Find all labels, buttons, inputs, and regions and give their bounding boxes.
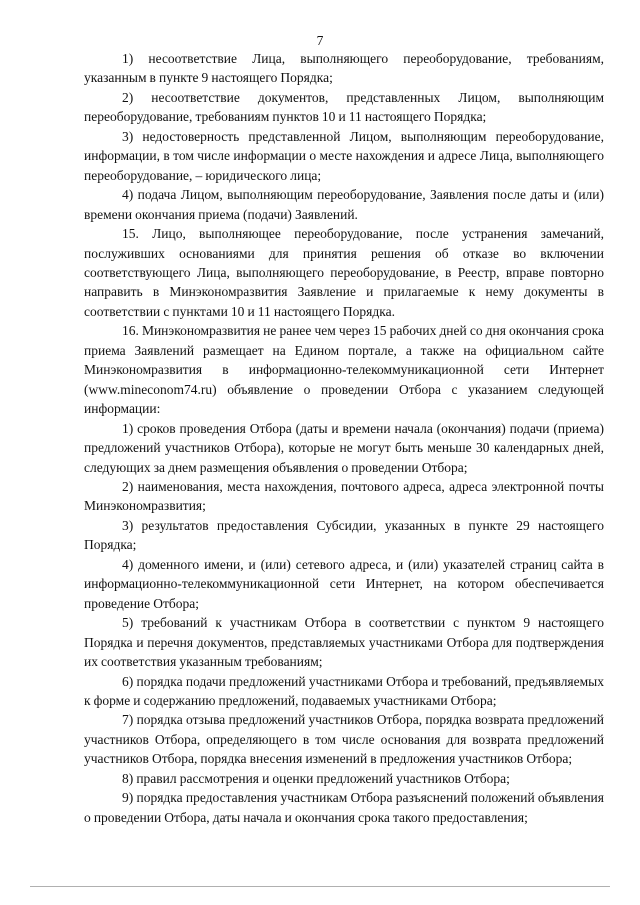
paragraph: 3) недостоверность представленной Лицом, выполняющим переоборудование, информации, в том числе информации о месте нахождения и адресе Лица, выполняющего переоборудование, – юридического лица;: [84, 128, 604, 183]
paragraph: 4) доменного имени, и (или) сетевого адреса, и (или) указателей страниц сайта в информационно-телекоммуникационной сети Интернет, на котором обеспечивается проведение Отбора;: [84, 556, 604, 611]
paragraph: 9) порядка предоставления участникам Отбора разъяснений положений объявления о проведении Отбора, даты начала и окончания срока такого предоставления;: [84, 790, 604, 825]
paragraph: 4) подача Лицом, выполняющим переоборудование, Заявления после даты и (или) времени окончания приема (подачи) Заявлений.: [84, 187, 604, 222]
paragraph: 8) правил рассмотрения и оценки предложений участников Отбора;: [122, 770, 510, 786]
document-body: [84, 49, 604, 827]
paragraph: 6) порядка подачи предложений участниками Отбора и требований, предъявляемых к форме и содержанию предложений, подаваемых участниками Отбора;: [84, 673, 604, 708]
page-bottom-rule: [30, 886, 610, 887]
paragraph: 2) несоответствие документов, представленных Лицом, выполняющим переоборудование, требованиям пунктов 10 и 11 настоящего Порядка;: [84, 89, 604, 125]
paragraph: 16. Минэкономразвития не ранее чем через 15 рабочих дней со дня окончания срока приема Заявлений размещает на Едином портале, а также на официальном сайте Минэкономразвития в информационно-телекоммуникационной сети Интернет (www.mineconom74.ru) объявление о проведении Отбора с указанием следующей информации:: [84, 323, 604, 417]
paragraph: 15. Лицо, выполняющее переоборудование, после устранения замечаний, послуживших основаниями для принятия решения об отказе во включении соответствующего Лица, выполняющего переоборудование, в Реестр, вправе повторно направить в Минэкономразвития Заявление и прилагаемые к нему документы в соответствии с пунктами 10 и 11 настоящего Порядка.: [84, 226, 604, 319]
paragraph: 3) результатов предоставления Субсидии, указанных в пункте 29 настоящего Порядка;: [84, 517, 604, 553]
paragraph: 5) требований к участникам Отбора в соответствии с пунктом 9 настоящего Порядка и перечня документов, представляемых участниками Отбора для подтверждения их соответствия указанным требованиям;: [84, 615, 604, 670]
paragraph: 1) сроков проведения Отбора (даты и времени начала (окончания) подачи (приема) предложений участников Отбора), которые не могут быть меньше 30 календарных дней, следующих за днем размещения объявления о проведении Отбора;: [84, 420, 604, 475]
paragraph: 1) несоответствие Лица, выполняющего переоборудование, требованиям, указанным в пункте 9 настоящего Порядка;: [84, 51, 604, 86]
paragraph: 2) наименования, места нахождения, почтового адреса, адреса электронной почты Минэкономразвития;: [84, 478, 604, 514]
paragraph: 7) порядка отзыва предложений участников Отбора, порядка возврата предложений участников Отбора, определяющего в том числе основания для возврата предложений участников Отбора, порядка внесения изменений в предложения участников Отбора;: [84, 712, 604, 767]
page-number: 7: [316, 33, 324, 48]
